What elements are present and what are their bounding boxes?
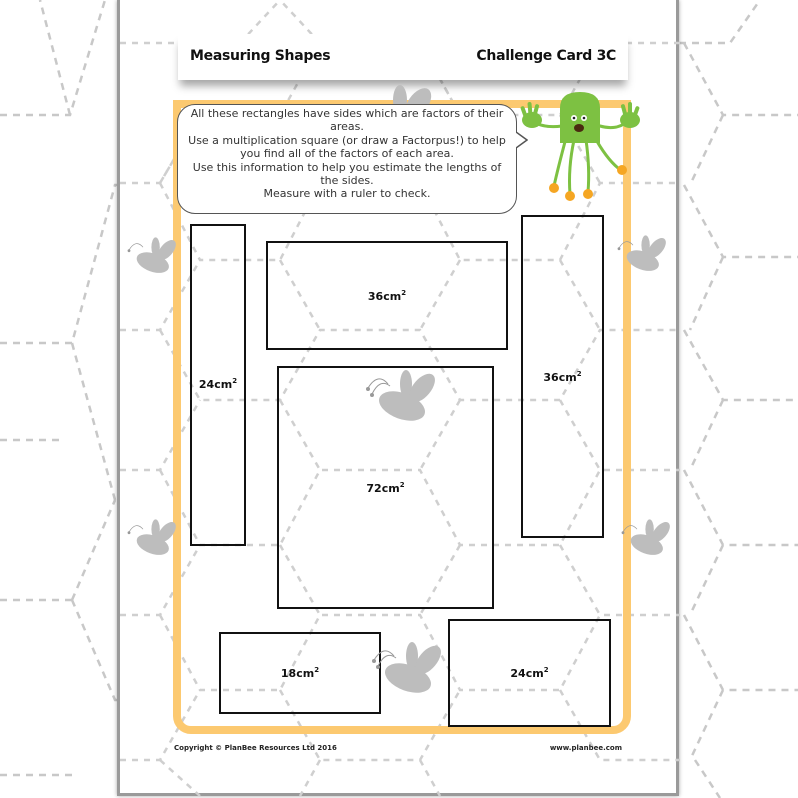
instruction-line-2: Use a multiplication square (or draw a Factorpus!) to help you find all of the factors of each area.: [188, 133, 506, 161]
rectangle-24cm-tall: [190, 224, 246, 546]
title-banner: [178, 34, 628, 80]
website-text: www.planbee.com: [549, 744, 622, 752]
rectangle-24cm-wide: [448, 619, 611, 727]
bee-icon: [360, 368, 436, 428]
bee-icon: [366, 640, 442, 700]
instruction-line-1: All these rectangles have sides which are factors of their areas.: [190, 107, 504, 134]
instruction-speech-bubble: [177, 104, 517, 214]
bee-icon: [616, 518, 672, 560]
bee-icon: [122, 518, 178, 560]
bee-icon: [612, 234, 668, 276]
copyright-text: Copyright © PlanBee Resources Ltd 2016: [174, 744, 337, 752]
rectangle-18cm: [219, 632, 381, 714]
instruction-line-3: Use this information to help you estimate the lengths of the sides.: [192, 160, 502, 188]
rectangle-36cm-wide: [266, 241, 508, 350]
rectangle-36cm-tall: [521, 215, 604, 538]
challenge-card-label: Challenge Card 3C: [476, 48, 616, 64]
area-label: $24cm^2$: [510, 666, 549, 680]
area-label: $24cm^2$: [198, 377, 238, 391]
worksheet-page: [117, 0, 679, 796]
instruction-line-4: Measure with a ruler to check.: [263, 187, 431, 201]
area-label: $18cm^2$: [280, 666, 320, 680]
factorpus-octopus-icon: [518, 88, 648, 208]
area-label: $36cm^2$: [543, 370, 582, 384]
bee-icon: [122, 236, 178, 278]
worksheet-title: Measuring Shapes: [190, 48, 331, 64]
area-label: $72cm^2$: [366, 480, 405, 495]
area-label: $36cm^2$: [367, 288, 407, 303]
